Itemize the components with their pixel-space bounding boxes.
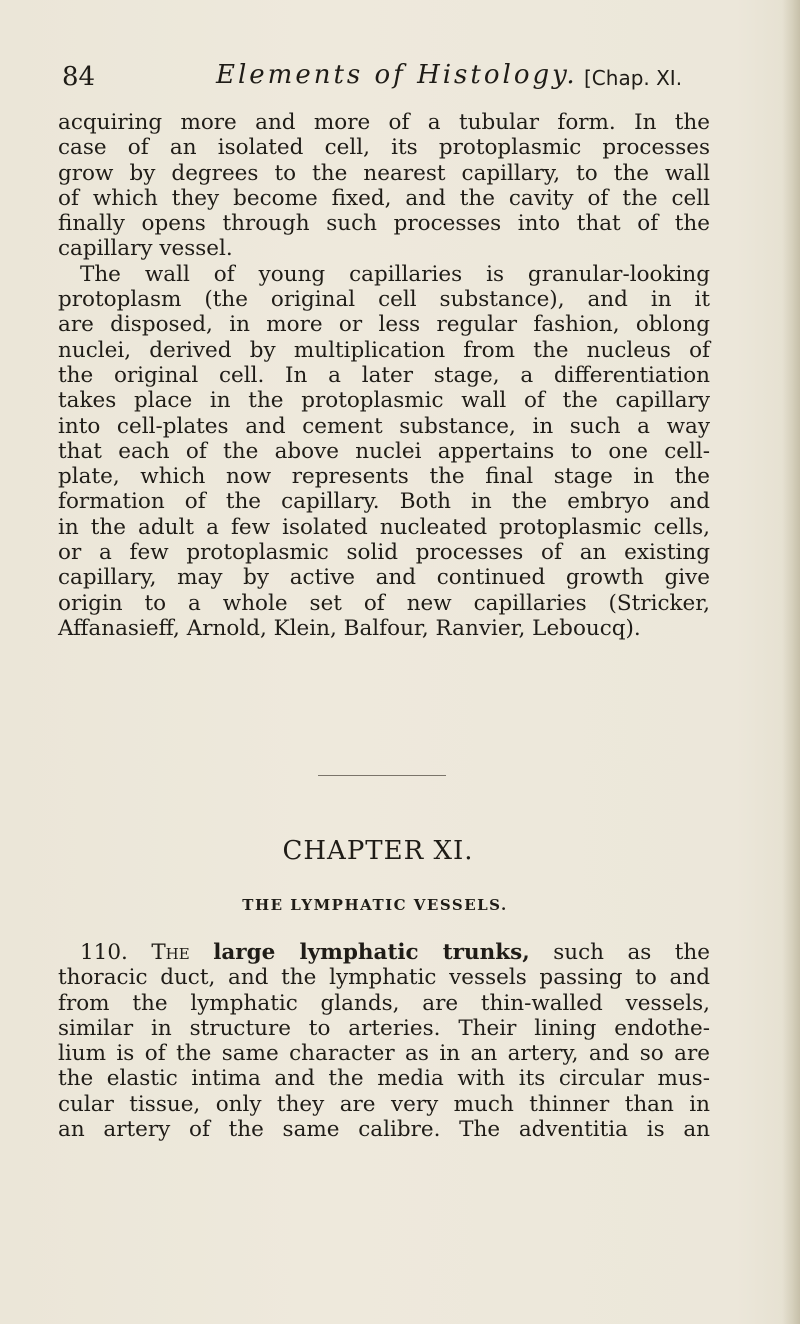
text-block-section-110 <box>58 940 710 1142</box>
page-edge-shadow <box>782 0 800 1324</box>
line-continuation: such as the <box>553 940 710 965</box>
section-divider <box>318 775 446 776</box>
text-line: grow by degrees to the nearest capillary, to the wall <box>58 160 710 186</box>
chapter-title <box>0 896 800 914</box>
text-line: thoracic duct, and the lymphatic vessels passing to and <box>58 965 710 991</box>
text-line: Affanasieff, Arnold, Klein, Balfour, Ranvier, Leboucq). <box>58 615 641 641</box>
text-line: cular tissue, only they are very much thinner than in <box>58 1091 710 1117</box>
text-line: finally opens through such processes into that of the <box>58 211 710 237</box>
paragraph-number: 110. <box>80 940 128 965</box>
text-line: or a few protoplasmic solid processes of an existing <box>58 540 710 566</box>
running-header <box>62 60 722 100</box>
text-line: case of an isolated cell, its protoplasmic processes <box>58 135 710 161</box>
text-line: protoplasm (the original cell substance), and in it <box>58 287 710 313</box>
text-line: an artery of the same calibre. The adventitia is an <box>58 1117 710 1143</box>
text-line: into cell-plates and cement substance, in such a way <box>58 413 710 439</box>
text-line: plate, which now represents the final stage in the <box>58 464 710 490</box>
text-line: capillary, may by active and continued growth give <box>58 565 710 591</box>
text-line: the original cell. In a later stage, a differentiation <box>58 362 710 388</box>
text-line: of which they become fixed, and the cavity of the cell <box>58 185 710 211</box>
text-line: formation of the capillary. Both in the embryo and <box>58 489 710 515</box>
text-line <box>58 940 710 965</box>
bold-term: large lymphatic trunks, <box>213 940 530 965</box>
text-line: origin to a whole set of new capillaries (Stricker, <box>58 590 710 616</box>
text-line: lium is of the same character as in an artery, and so are <box>58 1041 710 1067</box>
chapter-reference: [Chap. XI. <box>584 66 683 90</box>
text-line: in the adult a few isolated nucleated protoplasmic cells, <box>58 514 710 540</box>
chapter-title-text: THE LYMPHATIC VESSELS. <box>242 896 508 914</box>
lead-word: The <box>151 940 190 965</box>
chapter-heading <box>0 836 800 866</box>
text-line: takes place in the protoplasmic wall of the capillary <box>58 388 710 414</box>
text-line: capillary vessel. <box>58 236 233 262</box>
text-line: similar in structure to arteries. Their lining endothe- <box>58 1015 710 1041</box>
text-line: that each of the above nuclei appertains to one cell- <box>58 438 710 464</box>
text-block-top <box>58 110 710 641</box>
chapter-number: CHAPTER XI. <box>282 836 474 866</box>
page-number: 84 <box>62 62 96 92</box>
text-line: nuclei, derived by multiplication from the nucleus of <box>58 337 710 363</box>
running-title: Elements of Histology. <box>216 60 578 90</box>
text-line: from the lymphatic glands, are thin-walled vessels, <box>58 990 710 1016</box>
text-line: are disposed, in more or less regular fashion, oblong <box>58 312 710 338</box>
text-line: the elastic intima and the media with its circular mus- <box>58 1066 710 1092</box>
text-line: acquiring more and more of a tubular form. In the <box>58 110 710 135</box>
text-line: The wall of young capillaries is granular-looking <box>80 261 710 287</box>
